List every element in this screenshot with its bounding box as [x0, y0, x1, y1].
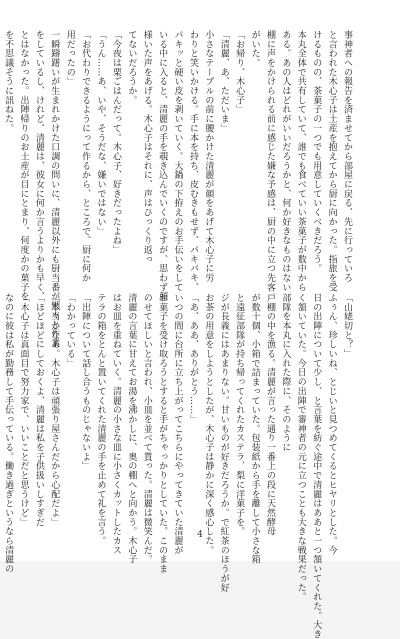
text-line: と言われた木心子は土産を抱えてから厨に向かった。指旅を受 — [326, 30, 337, 292]
text-line: 様いた声をあげる。木心子はそれに、声はひっくり返っ — [141, 30, 152, 264]
text-line: ふぅん、珍しいね、とじいと見つめてくるとヒヤリとした。今 — [326, 293, 337, 555]
text-line: テラの箱をとんと置いてくれた清麗の手を止めて礼を言う。 — [95, 293, 106, 546]
text-line: 「出陣について話し合うものじゃないよ」 — [80, 293, 91, 471]
text-line: が数十個、小箱で詰まっていた。包装紙から手を離して小さな箱 — [249, 293, 260, 565]
text-line: 用だったの」 — [64, 30, 75, 87]
text-line: 戸棚の中を漁る。清麗が言った通り一番上の段に天然酵母 — [264, 293, 275, 537]
text-line: 「ほどほどにしておくよ、清麗は私を子供扱いしすぎだ — [33, 293, 44, 527]
page-number: 4 — [197, 530, 203, 540]
text-line: てないだろうか。 — [126, 30, 137, 105]
text-line: のせてほしいと言われ、小皿を並べて貰った。清麗は微笑んだ。 — [141, 293, 152, 565]
text-line: と遠征部隊が持ち帰ってくれたカステラ、梨に洋菓子を。 — [234, 293, 245, 537]
text-line: とはなかった。出陣帰りのお土産が目にとまり、何度かの菓子を — [18, 30, 29, 302]
lower-text-column — [3, 293, 354, 639]
text-line: わりと笑いかける。手に本を持ち、皮むきもせず、パキパキ、 — [187, 30, 198, 292]
text-line: 「お代わりできるようにって作るから、ところで、厨に何か — [80, 30, 91, 283]
text-line: 棚に声をかけられる前に感じた嫌な予感は、厨の中に立つ先客 — [264, 30, 275, 292]
text-line: パキッと硬い皮を剥いていく。大鍋の下拵えのお手伝いをして — [172, 30, 183, 292]
text-line: 「あ、ああ、ありがとう……」 — [187, 293, 198, 424]
text-line: 「うん……あ、いや、そうだな、嫌いではない」 — [95, 30, 106, 236]
text-line: 「木心子は真面目で努力家で、いいことだと思うけど」 — [18, 293, 29, 527]
text-line: をしているし、けれど、清麗は、彼女に何か言うよりかも早く、 — [33, 30, 44, 302]
text-line: 事神者への報告を済ませてから部屋に戻る、先に行っていろ — [342, 30, 352, 283]
text-line: 一瞬躊躇いが生まれかけた口調の問いに、清麗以外にも厨当番が黙々と作業 — [49, 30, 60, 348]
text-line: はお皿を重ねていく。清麗の小さな皿に小さくカットしたカス — [110, 293, 121, 555]
text-line: ジが長義にはあまりない。甘いものが好きだろうか。で紅茶のほうが好 — [218, 293, 229, 593]
text-line: お茶の用意をしようとしたが、木心子は静かに深く感心した。 — [203, 293, 214, 555]
text-line: 「本当かなあ。木心子は頑張り屋さんだから心配だよ」 — [49, 293, 60, 527]
text-line: 清麗の言葉に甘えてお湯を沸かしに、奥の棚へと向かう。木心子 — [126, 293, 137, 565]
text-line: なのに彼は私が勤務して手伝っている。働き過ぎというなら清麗の — [3, 293, 14, 574]
text-line: を不思議そうに訊ねた。 — [3, 30, 14, 133]
text-line: 「清麗、あ、ただいま」 — [218, 30, 229, 133]
text-line: 小さなテーブルの前に腰かけた清麗が顔をあげて木心子に労 — [203, 30, 214, 283]
text-line: お菓子を受け取ろうとすると手がちゃっかりとしていた。このまま — [157, 293, 168, 574]
text-line: がいた。 — [249, 30, 260, 68]
text-line: 「山姥切と？」 — [342, 293, 352, 359]
text-line: 日の出陣について少し、と言葉を紡ぐ途中で清麗はああと一つ頷いてくれた。大き — [311, 293, 322, 639]
text-line: いつの間に台所に立ち上がってこちらにやってきていた清麗が — [172, 293, 183, 555]
text-line: 本丸全体で共有していて、誰でも食べていい茶菓子が数中から — [295, 30, 306, 292]
text-line: けるものの、茶菓子の一つでも用意していくべきだろう。 — [311, 30, 322, 274]
text-line: 「お帰り、木心子」 — [234, 30, 245, 115]
text-line: いる中に入ると、清麗の手を覗き込んでいくのですが、思わず顔 — [157, 30, 168, 302]
text-line: 部隊を本丸に入れた際に、そのように — [280, 293, 291, 452]
text-line: 「わかっている」 — [64, 293, 75, 368]
text-line: ある。あの人はどれがいいだろうかと、何か好きなものはない — [280, 30, 291, 292]
text-line: 「今夜は栗ごはんだって。木心子、好きだったよね」 — [110, 30, 121, 255]
text-line: く頷いていた。今日の出陣で審神者の元に立つことも大きな戦果だった。 — [295, 293, 306, 602]
